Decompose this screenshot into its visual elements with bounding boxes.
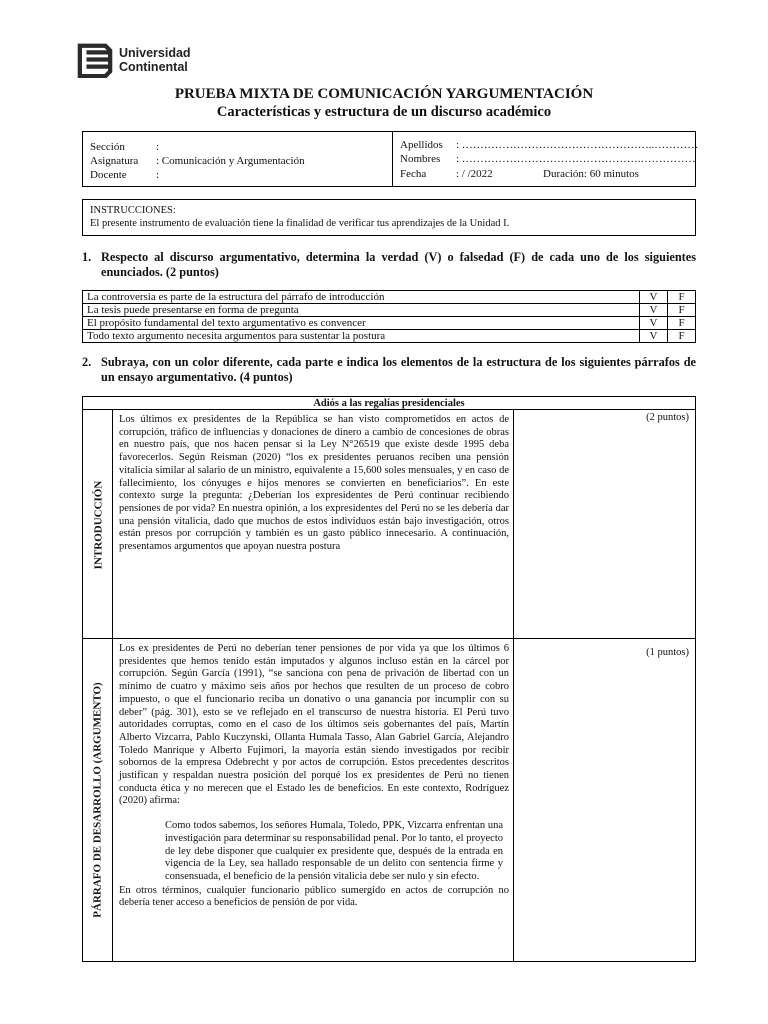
university-logo xyxy=(76,42,191,78)
apellidos-field[interactable]: : ……………………………………………..………… xyxy=(456,139,699,151)
false-option[interactable]: F xyxy=(668,291,696,304)
introduction-label: INTRODUCCIÓN xyxy=(92,480,104,569)
nombres-field[interactable]: : ………………………………………….…………… xyxy=(456,153,696,165)
university-logo-icon xyxy=(76,42,114,78)
docente-label: Docente xyxy=(90,169,127,181)
table-row xyxy=(83,330,696,343)
false-option[interactable]: F xyxy=(668,304,696,317)
label-column-divider xyxy=(112,410,113,961)
answer-column-divider xyxy=(513,410,514,961)
true-option[interactable]: V xyxy=(640,330,668,343)
statement-text: La controversia es parte de la estructura del párrafo de introducción xyxy=(83,291,640,304)
development-section xyxy=(119,643,509,910)
university-name-line2: Continental xyxy=(119,60,188,74)
statement-text: El propósito fundamental del texto argumentativo es convencer xyxy=(83,317,640,330)
fecha-label: Fecha xyxy=(400,168,427,180)
introduction-label-cell xyxy=(84,411,112,638)
question-2-number: 2. xyxy=(82,355,92,369)
development-quote: Como todos sabemos, los señores Humala, Toledo, PPK, Vizcarra enfrentan una investigación para determinar su responsabilidad penal. Por lo tanto, el proyecto de ley debe disponer que cualquier ex presidente que, después de la entrada en vigencia de la Ley, sea hallado responsable de un delito con sentencia firme y consensuada, el beneficio de la pensión vitalicia debe ser nulo y sin efecto. xyxy=(165,820,503,882)
true-false-table xyxy=(82,290,696,343)
fecha-field[interactable]: : / /2022 xyxy=(456,168,493,180)
development-label: PÁRRAFO DE DESARROLLO (ARGUMENTO) xyxy=(92,682,105,918)
apellidos-label: Apellidos xyxy=(400,139,443,151)
seccion-label: Sección xyxy=(90,141,125,153)
nombres-label: Nombres xyxy=(400,153,441,165)
exam-subtitle: Características y estructura de un discurso académico xyxy=(216,104,552,120)
university-name-line1: Universidad xyxy=(119,46,191,60)
introduction-points: (2 puntos) xyxy=(646,412,689,423)
duracion-text: Duración: 60 minutos xyxy=(543,168,639,180)
introduction-paragraph: Los últimos ex presidentes de la República se han visto comprometidos en actos de corrupción, tráfico de influencias y donaciones de dinero a cambio de concesiones de obras en nuestro país, que nos hacen pensar si la Ley N°26519 que existe desde 1995 deba favorecerlos. Según Reisman (2020) “los ex presidentes peruanos reciben una pensión vitalicia similar al salario de un ministro, equivalente a 15,600 soles mensuales, y en caso de fallecimiento, los cónyuges e hijos menores se convierten en beneficiarios”. En este contexto surge la pregunta: ¿Deberían los expresidentes de Perú continuar recibiendo pensiones de por vida? En nuestra opinión, a los expresidentes del Perú no se les debería dar una pensión vitalicia, dado que muchos de estos individuos están bajo investigación, otros están presos por corrupción y también es un gasto público innecesario. A continuación, presentamos argumentos que apoyan nuestra postura xyxy=(119,414,509,553)
instructions-box xyxy=(82,199,696,236)
section-divider xyxy=(83,638,695,639)
seccion-field[interactable]: : xyxy=(156,141,160,153)
true-option[interactable]: V xyxy=(640,317,668,330)
development-points: (1 puntos) xyxy=(646,647,689,658)
question-1-number: 1. xyxy=(82,250,92,264)
statement-text: La tesis puede presentarse en forma de pregunta xyxy=(83,304,640,317)
false-option[interactable]: F xyxy=(668,330,696,343)
table-row xyxy=(83,317,696,330)
statement-text: Todo texto argumento necesita argumentos para sustentar la postura xyxy=(83,330,640,343)
table-row xyxy=(83,304,696,317)
question-1-text: Respecto al discurso argumentativo, determina la verdad (V) o falsedad (F) de cada uno de los siguientes enunciados. (2 puntos) xyxy=(101,250,696,279)
instructions-label: INSTRUCCIONES: xyxy=(90,205,176,216)
development-paragraph: Los ex presidentes de Perú no deberían tener pensiones de por vida ya que los últimos 6 presidentes que hemos tenido están imputados y algunos incluso están en la cárcel por corrupción. Según García (1991), “se sanciona con pena de privación de libertad con un mínimo de cuatro y máximo seis años por hechos que resulten de un proceso de cobro impuesto, o que el funcionario reciba un donativo o una ganancia por incumplir con su deber” (pág. 301), esto se ve reflejado en el transcurso de nuestra historia. El Perú tuvo autoridades corruptas, como en el caso de los últimos seis gobernantes del país, Martín Alberto Vizcarra, Pablo Kuczynski, Ollanta Humala Tasso, Alan Gabriel García, Alejandro Toledo Manrique y Alberto Fujimori, la mayoría están siendo investigados por recibir sobornos de la empresa Odebrecht y por actos de corrupción. Estos precedentes descritos justifican y respaldan nuestra posición del porqué los ex presidentes de Perú no tienen conducta ética y no merecen que el Estado les de beneficios. En este contexto, Rodríguez (2020) afirma: xyxy=(119,643,509,807)
false-option[interactable]: F xyxy=(668,317,696,330)
essay-title: Adiós a las regalías presidenciales xyxy=(83,397,695,410)
asignatura-field: : Comunicación y Argumentación xyxy=(156,155,305,167)
true-option[interactable]: V xyxy=(640,291,668,304)
asignatura-label: Asignatura xyxy=(90,155,139,167)
docente-field[interactable]: : xyxy=(156,169,160,181)
student-info-box xyxy=(82,131,699,187)
development-closing: En otros términos, cualquier funcionario público sumergido en actos de corrupción no debería tener acceso a beneficios de pensión de por vida. xyxy=(119,884,509,909)
question-1 xyxy=(82,250,696,280)
true-option[interactable]: V xyxy=(640,304,668,317)
exam-title: PRUEBA MIXTA DE COMUNICACIÓN YARGUMENTACIÓN xyxy=(174,86,594,102)
instructions-text: El presente instrumento de evaluación tiene la finalidad de verificar tus aprendizajes de la Unidad I. xyxy=(90,217,510,229)
question-2-text: Subraya, con un color diferente, cada parte e indica los elementos de la estructura de los siguientes párrafos de un ensayo argumentativo. (4 puntos) xyxy=(101,355,696,384)
development-label-cell xyxy=(84,639,112,961)
question-2 xyxy=(82,355,696,385)
table-row xyxy=(83,291,696,304)
essay-table xyxy=(82,396,696,962)
